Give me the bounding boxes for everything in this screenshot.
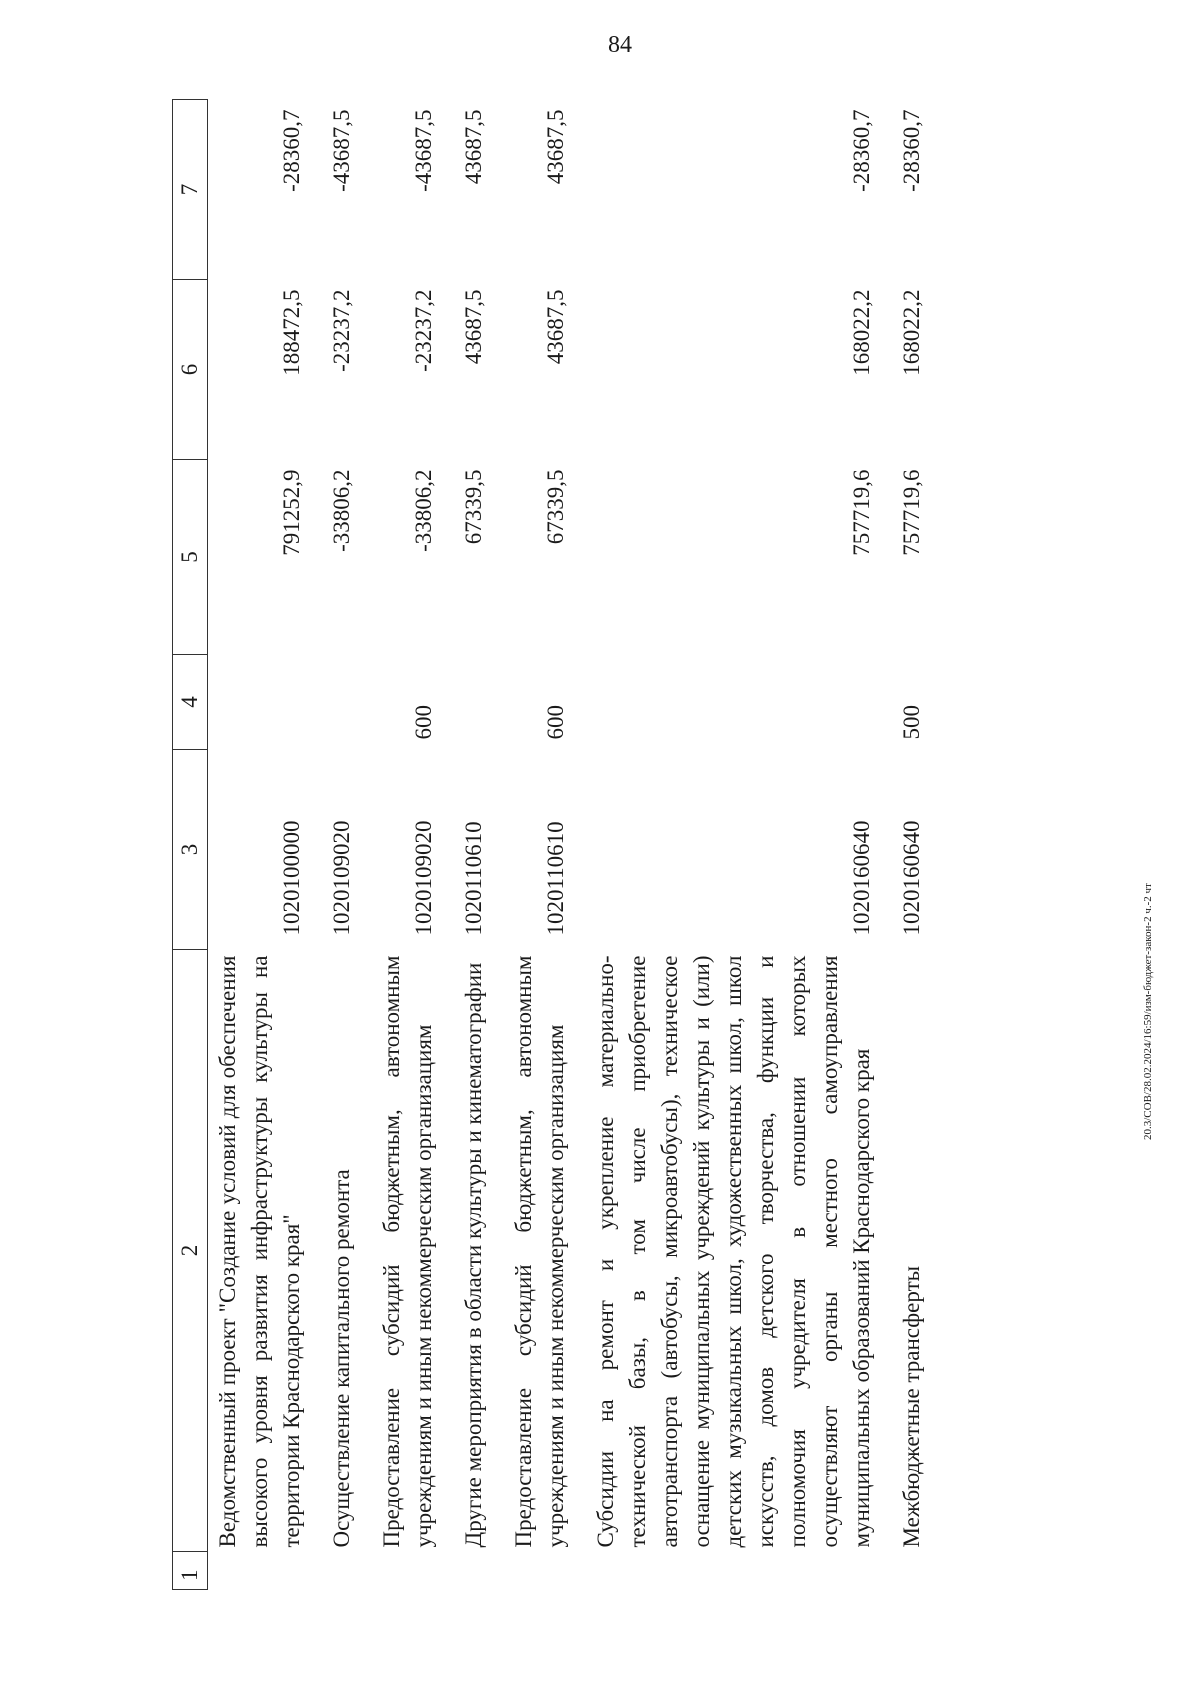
row-index-cell xyxy=(322,1552,372,1590)
expense-type-cell: 600 xyxy=(411,705,436,740)
table-row xyxy=(454,100,504,1590)
amount-col5-cell: 757719,6 xyxy=(849,469,874,556)
amount-col7-cell: -28360,7 xyxy=(849,109,874,192)
amount-col7-cell: 43687,5 xyxy=(461,109,486,185)
row-index-cell xyxy=(372,1552,454,1590)
expense-type-cell xyxy=(454,655,504,750)
expense-type-cell xyxy=(322,655,372,750)
item-name-cell: Предоставление субсидий бюджетным, автономным учреждениям и иным некоммерческим организациям xyxy=(511,955,568,1548)
table-row xyxy=(372,100,454,1590)
amount-col6-cell: 188472,5 xyxy=(279,289,304,376)
table-body xyxy=(208,100,943,1590)
item-name-cell: Предоставление субсидий бюджетным, автономным учреждениям и иным некоммерческим организациям xyxy=(379,955,436,1548)
row-index-cell xyxy=(454,1552,504,1590)
amount-col6-cell: 168022,2 xyxy=(849,289,874,376)
amount-col7-cell: -28360,7 xyxy=(279,109,304,192)
table-header xyxy=(173,100,208,1590)
amount-col7-cell: -43687,5 xyxy=(329,109,354,192)
expense-type-cell: 500 xyxy=(899,705,924,740)
column-number-3: 3 xyxy=(173,750,208,950)
item-name-cell: Межбюджетные трансферты xyxy=(899,1265,924,1548)
column-number-1: 1 xyxy=(173,1552,208,1590)
target-code-cell: 1020109020 xyxy=(411,820,436,936)
amount-col5-cell: 67339,5 xyxy=(543,469,568,545)
target-code-cell: 1020160640 xyxy=(849,820,874,936)
amount-col6-cell: -23237,2 xyxy=(411,289,436,372)
budget-table xyxy=(172,99,942,1590)
amount-col6-cell: -23237,2 xyxy=(329,289,354,372)
amount-col7-cell: -43687,5 xyxy=(411,109,436,192)
page-number: 84 xyxy=(608,32,632,58)
amount-col7-cell: -28360,7 xyxy=(899,109,924,192)
item-name-cell: Субсидии на ремонт и укрепление материально-технической базы, в том числе приобретение автотранспорта (автобусы, микроавтобусы), техническое оснащение муниципальных учреждений культуры и (или) детских музыкальных школ, художественных школ, школ искусств, домов детского творчества, функции и полномочия учредителя в отношении которых осуществляют органы местного самоуправления муниципальных образований Краснодарского края xyxy=(593,955,874,1548)
column-number-4: 4 xyxy=(173,655,208,750)
row-index-cell xyxy=(504,1552,586,1590)
column-number-7: 7 xyxy=(173,100,208,280)
item-name-cell: Другие мероприятия в области культуры и кинематографии xyxy=(461,962,486,1548)
column-number-6: 6 xyxy=(173,280,208,460)
item-name-cell: Осуществление капитального ремонта xyxy=(329,1169,354,1548)
footer-stamp: 20.3/СОВ/28.02.2024/16:59/изм-бюджет-закон-2 ч.-2 чт xyxy=(1142,883,1154,1140)
amount-col5-cell: -33806,2 xyxy=(329,469,354,552)
table-row xyxy=(322,100,372,1590)
row-index-cell xyxy=(892,1552,942,1590)
column-number-5: 5 xyxy=(173,460,208,655)
amount-col6-cell: 168022,2 xyxy=(899,289,924,376)
target-code-cell: 1020160640 xyxy=(899,820,924,936)
table-row xyxy=(504,100,586,1590)
item-name-cell: Ведомственный проект "Создание условий для обеспечения высокого уровня развития инфраструктуры культуры на территории Краснодарского края" xyxy=(215,955,304,1548)
column-number-row xyxy=(173,100,208,1590)
target-code-cell: 1020100000 xyxy=(279,820,304,936)
amount-col5-cell: 791252,9 xyxy=(279,469,304,556)
row-index-cell xyxy=(208,1552,323,1590)
table-row xyxy=(586,100,892,1590)
amount-col5-cell: 757719,6 xyxy=(899,469,924,556)
amount-col7-cell: 43687,5 xyxy=(543,109,568,185)
row-index-cell xyxy=(586,1552,892,1590)
amount-col5-cell: -33806,2 xyxy=(411,469,436,552)
amount-col6-cell: 43687,5 xyxy=(543,289,568,365)
amount-col5-cell: 67339,5 xyxy=(461,469,486,545)
target-code-cell: 1020110610 xyxy=(543,821,568,936)
budget-table-frame xyxy=(172,100,1152,1590)
column-number-2: 2 xyxy=(173,950,208,1552)
table-row xyxy=(892,100,942,1590)
amount-col6-cell: 43687,5 xyxy=(461,289,486,365)
table-row xyxy=(208,100,323,1590)
target-code-cell: 1020110610 xyxy=(461,821,486,936)
expense-type-cell xyxy=(208,655,323,750)
target-code-cell: 1020109020 xyxy=(329,820,354,936)
expense-type-cell xyxy=(586,655,892,750)
expense-type-cell: 600 xyxy=(543,705,568,740)
